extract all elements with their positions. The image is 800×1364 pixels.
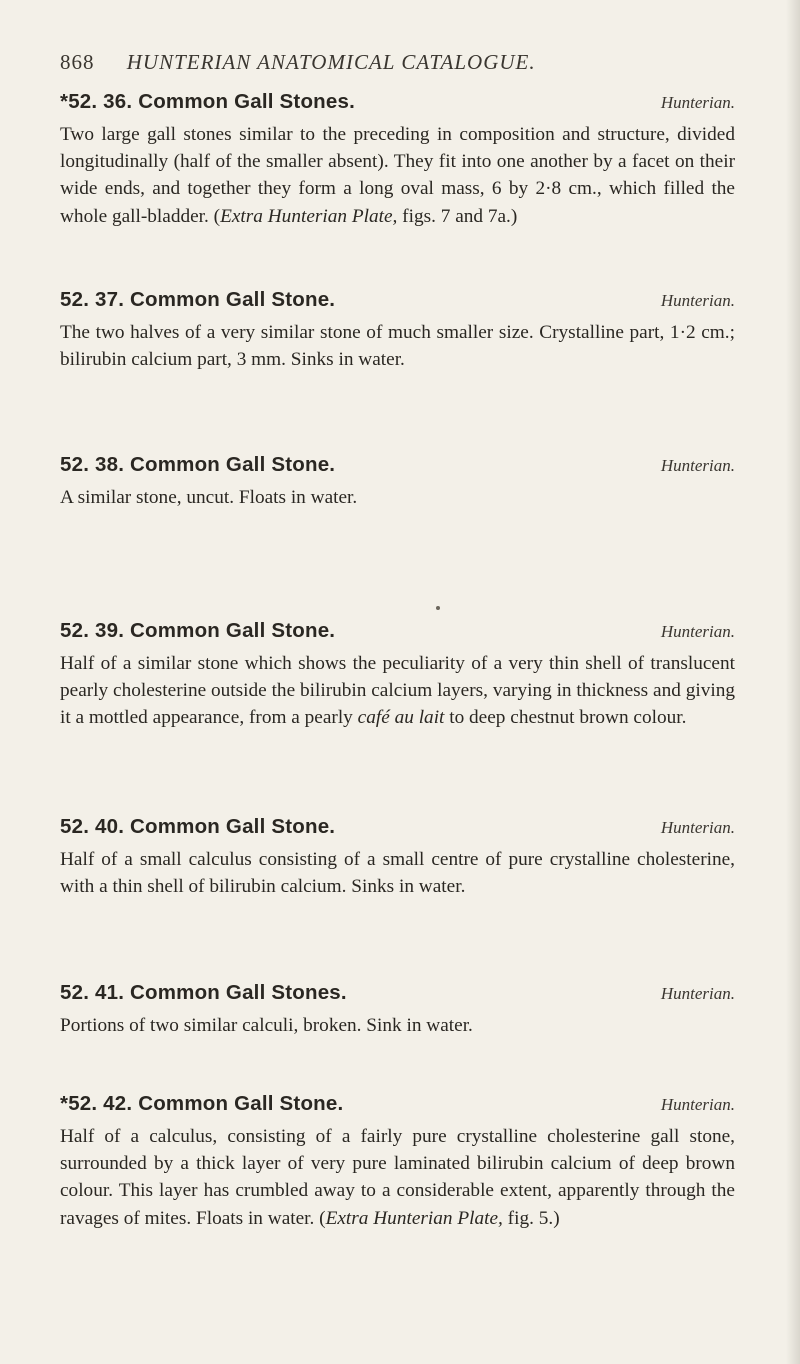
stray-mark: [436, 606, 440, 610]
entry-heading: [60, 1090, 735, 1119]
entry-description: [60, 121, 735, 230]
catalogue-entry: [60, 1090, 735, 1232]
entry-text: Half of a similar stone which shows the peculiarity of a very thin shell of translucent pearly cholesterine outside the bilirubin calcium layers, varying in thickness and giving it a mottled appearance, from a pearly: [60, 653, 735, 729]
entry-number: 52. 40.: [60, 815, 125, 838]
catalogue-entry: [60, 451, 735, 511]
entry-source: Hunterian.: [660, 93, 735, 112]
entry-star: *: [60, 1092, 69, 1115]
entry-number-title: [60, 617, 335, 645]
entry-heading: [60, 813, 735, 842]
entry-number-title: [60, 813, 335, 841]
catalogue-entry: [60, 813, 735, 900]
entry-description: [60, 1123, 735, 1232]
entry-text-end: fig. 5.): [502, 1207, 560, 1229]
entry-source: Hunterian.: [660, 291, 735, 310]
entry-description: [60, 650, 735, 732]
catalogue-entry: [60, 617, 735, 732]
entry-text: Two large gall stones similar to the preceding in composition and structure, divided longitudinally (half of the smaller absent). They fit into one another by a facet on their wide ends, and together they form a long oval mass, 6 by 2·8 cm., which filled the whole gall-bladder. (: [60, 124, 735, 227]
entry-text: Half of a small calculus consisting of a small centre of pure crystalline cholesterine, with a thin shell of bilirubin calcium. Sinks in water.: [60, 849, 735, 898]
entry-text-end: to deep chestnut brown colour.: [444, 707, 687, 729]
entry-number-title: [60, 979, 347, 1007]
entry-number: 52. 42.: [68, 1092, 133, 1115]
entry-text-italic: Extra Hunterian Plate,: [325, 1207, 503, 1229]
entry-number: 52. 37.: [60, 288, 125, 311]
entry-source: Hunterian.: [660, 1095, 735, 1114]
entry-title: Common Gall Stone.: [130, 288, 336, 311]
entry-title: Common Gall Stone.: [138, 1092, 344, 1115]
entry-source: Hunterian.: [660, 984, 735, 1003]
entry-title: Common Gall Stones.: [130, 981, 347, 1004]
entry-text: Portions of two similar calculi, broken. Sink in water.: [60, 1015, 473, 1036]
catalogue-entry: [60, 286, 735, 373]
entry-title: Common Gall Stone.: [130, 619, 336, 642]
entry-text-end: figs. 7 and 7a.): [397, 205, 518, 227]
running-header: [60, 50, 760, 75]
entry-number-title: [60, 286, 335, 314]
entry-title: Common Gall Stone.: [130, 815, 336, 838]
entry-number-title: [60, 88, 355, 116]
entry-source: Hunterian.: [660, 818, 735, 837]
entry-heading: [60, 88, 735, 117]
entry-description: [60, 1012, 735, 1039]
entry-number: 52. 38.: [60, 453, 125, 476]
entry-title: Common Gall Stones.: [138, 90, 355, 113]
entry-description: [60, 319, 735, 373]
entry-star: *: [60, 90, 69, 113]
catalogue-entry: [60, 979, 735, 1039]
entry-text: Half of a calculus, consisting of a fairly pure crystalline cholesterine gall stone, surrounded by a thick layer of very pure laminated bilirubin calcium of deep brown colour. This layer has crumbled away to a considerable extent, apparently through the ravages of mites. Floats in water. (: [60, 1126, 735, 1229]
entry-number: 52. 41.: [60, 981, 125, 1004]
entry-text-italic: Extra Hunterian Plate,: [220, 205, 398, 227]
entry-title: Common Gall Stone.: [130, 453, 336, 476]
entry-source: Hunterian.: [660, 622, 735, 641]
entry-description: [60, 484, 735, 511]
entry-heading: [60, 979, 735, 1008]
entry-number-title: [60, 451, 335, 479]
running-title: HUNTERIAN ANATOMICAL CATALOGUE.: [126, 50, 536, 74]
entry-heading: [60, 451, 735, 480]
entry-text: A similar stone, uncut. Floats in water.: [60, 487, 358, 508]
entry-text: The two halves of a very similar stone of much smaller size. Crystalline part, 1·2 cm.; bilirubin calcium part, 3 mm. Sinks in water.: [60, 322, 735, 371]
catalogue-entry: [60, 88, 735, 230]
entry-heading: [60, 286, 735, 315]
entry-number-title: [60, 1090, 343, 1118]
entry-number: 52. 36.: [68, 90, 133, 113]
entry-text-italic: café au lait: [357, 707, 445, 729]
entry-number: 52. 39.: [60, 619, 125, 642]
page-number: 868: [60, 50, 95, 74]
page-edge-shadow: [786, 0, 800, 1364]
entry-source: Hunterian.: [660, 456, 735, 475]
entry-description: [60, 846, 735, 900]
entry-heading: [60, 617, 735, 646]
